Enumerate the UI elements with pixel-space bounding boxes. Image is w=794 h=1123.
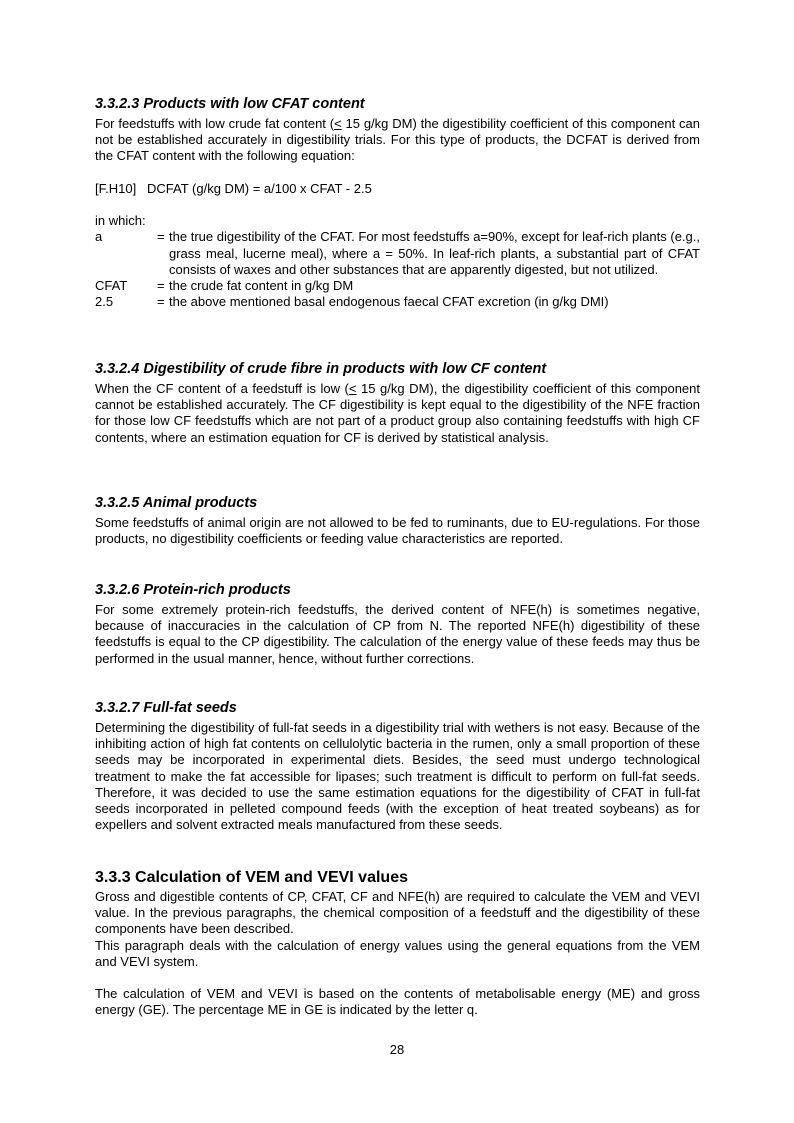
def-value: the above mentioned basal endogenous faecal CFAT excretion (in g/kg DMI) [169,294,609,310]
le-symbol: < [334,116,342,131]
def-term: a [95,229,103,245]
section-heading: 3.3.2.5 Animal products [95,495,258,511]
def-value: the true digestibility of the CFAT. For most feedstuffs a=90%, except for leaf-rich plants (e.g., grass meal, lucerne meal), where a = 50%. In leaf-rich plants, a substantial part of CFAT consists of waxes and other substances that are apparently digested, but not utilized. [169,229,700,277]
section-3323 [95,95,700,310]
def-eq: = [157,278,165,293]
def-term: 2.5 [95,294,114,310]
definition-row [95,229,700,278]
section-heading: 3.3.2.6 Protein-rich products [95,582,291,598]
definition-row [95,278,700,294]
def-value: the crude fat content in g/kg DM [169,278,354,293]
section-heading: 3.3.2.4 Digestibility of crude fibre in products with low CF content [95,361,547,377]
section-3324 [95,360,700,446]
text: 15 g/kg DM) the digestibility coefficient of this component can not be established accurately in digestibility trials. For this type of products, the DCFAT is derived from the CFAT content with the following equation: [95,116,700,164]
section-3326 [95,581,700,667]
text: 15 g/kg DM), the digestibility coefficient of this component cannot be established accurately. The CF digestibility is kept equal to the digestibility of the NFE fraction for those low CF feedstuffs which are not part of a product group also containing feedstuffs with high CF contents, where an estimation equation for CF is derived by statistical analysis. [95,381,700,445]
paragraph: For some extremely protein-rich feedstuffs, the derived content of NFE(h) is sometimes negative, because of inaccuracies in the calculation of CP from N. The reported NFE(h) digestibility of these feedstuffs is equal to the CP digestibility. The calculation of the energy value of these feeds may thus be performed in the usual manner, hence, without further corrections. [95,602,700,666]
le-symbol: < [348,381,357,396]
in-which-label: in which: [95,213,146,229]
paragraph [95,381,700,446]
page-number: 28 [389,1042,405,1057]
paragraph: Gross and digestible contents of CP, CFAT, CF and NFE(h) are required to calculate the VEM and VEVI value. In the previous paragraphs, the chemical composition of a feedstuff and the digestibility of these components have been described. [95,889,700,937]
section-3327 [95,699,700,833]
section-heading: 3.3.3 Calculation of VEM and VEVI values [95,869,408,886]
paragraph: Determining the digestibility of full-fat seeds in a digestibility trial with wethers is not easy. Because of the inhibiting action of high fat contents on cellulolytic bacteria in the rumen, only a small proportion of these seeds may be incorporated in experimental diets. Besides, the seed must undergo technological treatment to make the fat accessible for lipases; such treatment is difficult to perform on full-fat seeds. Therefore, it was decided to use the same estimation equations for the digestibility of CFAT in full-fat seeds incorporated in pelleted compound feeds (with the exception of heat treated soybeans) as for expellers and solvent extracted meals manufactured from these seeds. [95,720,700,833]
section-333 [95,868,700,1019]
formula: [F.H10] DCFAT (g/kg DM) = a/100 x CFAT - 2.5 [95,180,372,196]
section-heading: 3.3.2.7 Full-fat seeds [95,700,237,716]
section-3325 [95,494,700,547]
def-eq: = [157,294,165,310]
paragraph [95,116,700,165]
text: For feedstuffs with low crude fat content ( [95,116,335,131]
paragraph: Some feedstuffs of animal origin are not allowed to be fed to ruminants, due to EU-regulations. For those products, no digestibility coefficients or feeding value characteristics are reported. [95,515,700,547]
def-eq: = [157,229,165,245]
section-heading: 3.3.2.3 Products with low CFAT content [95,96,365,112]
text: When the CF content of a feedstuff is low ( [95,381,349,396]
def-term: CFAT [95,278,128,293]
paragraph: The calculation of VEM and VEVI is based on the contents of metabolisable energy (ME) and gross energy (GE). The percentage ME in GE is indicated by the letter q. [95,986,700,1018]
definition-row [95,294,700,310]
paragraph: This paragraph deals with the calculation of energy values using the general equations from the VEM and VEVI system. [95,937,700,969]
